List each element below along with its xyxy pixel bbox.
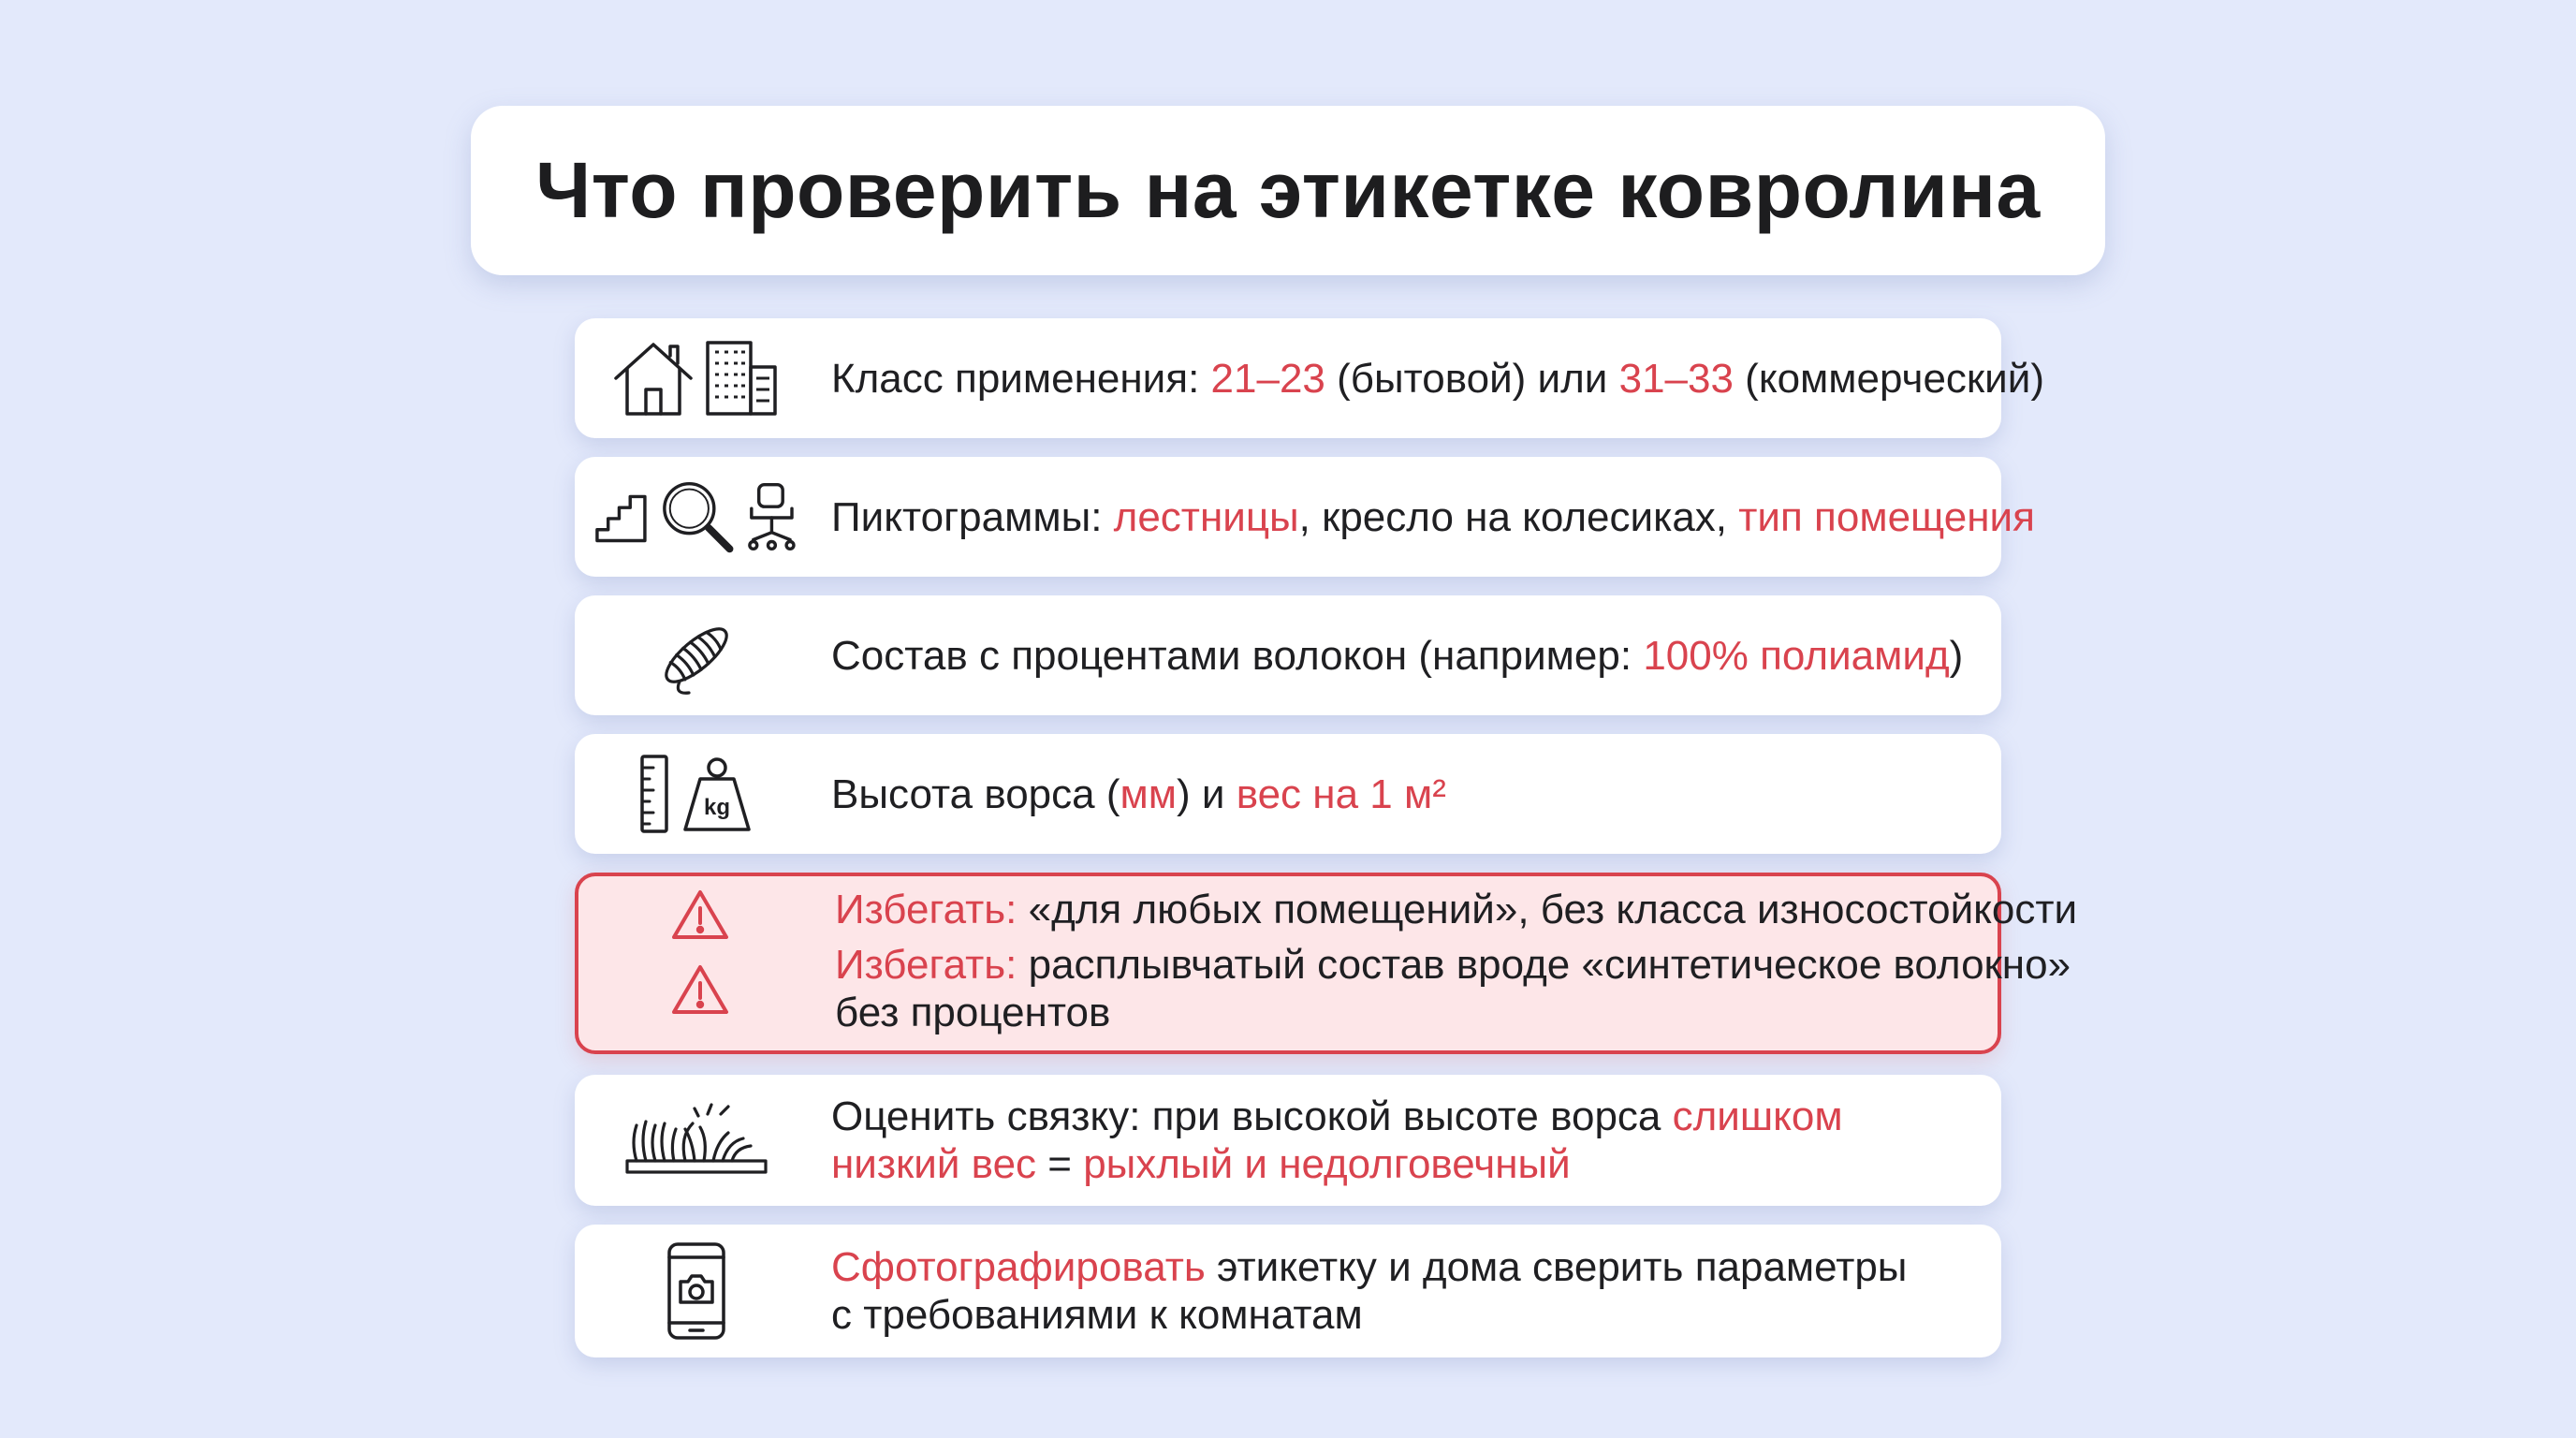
- text-segment: (бытовой) или: [1325, 355, 1619, 402]
- text-segment: Оценить связку: при высокой высоте ворса: [831, 1093, 1673, 1139]
- highlight-text: вес на 1 м²: [1236, 770, 1446, 817]
- warning-text: [835, 886, 2078, 1036]
- row-icons: [593, 318, 799, 438]
- highlight-text: лестницы: [1113, 493, 1299, 540]
- row-line: [831, 1093, 1973, 1188]
- highlight-text: рыхлый и недолговечный: [1083, 1141, 1571, 1187]
- text-segment: этикетку и дома сверить параметры: [1205, 1244, 1908, 1290]
- page-title: Что проверить на этикетке ковролина: [535, 146, 2041, 234]
- row-line: [831, 632, 1973, 680]
- warning-triangle-icon: [670, 962, 730, 1017]
- text-segment: Класс применения:: [831, 355, 1211, 402]
- row-pile-weight: [575, 734, 2001, 854]
- highlight-text: Сфотографировать: [831, 1244, 1206, 1290]
- text-segment: Высота ворса (: [831, 770, 1120, 817]
- row-text: [831, 595, 1973, 715]
- row-line: [831, 770, 1973, 818]
- row-icons: [593, 595, 799, 715]
- highlight-text: мм: [1120, 770, 1177, 817]
- row-usage-class: [575, 318, 2044, 438]
- row-text: [831, 734, 1973, 854]
- office-building-icon: [702, 339, 781, 418]
- row-text: [831, 318, 2044, 438]
- text-segment: =: [1036, 1141, 1084, 1187]
- text-segment: ): [1949, 632, 1964, 679]
- row-text: [831, 1225, 1973, 1357]
- row-icons: [593, 734, 799, 854]
- highlight-text: 31–33: [1618, 355, 1734, 402]
- office-chair-icon: [744, 480, 799, 553]
- highlight-text: низкий вес: [831, 1141, 1037, 1187]
- row-warning: [575, 873, 2078, 1054]
- text-segment: , кресло на колесиках,: [1298, 493, 1739, 540]
- warning-line: [835, 941, 2071, 1036]
- text-segment: без процентов: [835, 990, 1111, 1035]
- highlight-text: Избегать:: [835, 887, 1017, 932]
- highlight-text: тип помещения: [1738, 493, 2035, 540]
- highlight-text: 21–23: [1210, 355, 1325, 402]
- row-icons: [593, 1075, 799, 1206]
- text-segment: Пиктограммы:: [831, 493, 1114, 540]
- row-icons: [593, 457, 799, 577]
- warning-triangle-icon: [670, 888, 730, 942]
- kg-weight-icon: [680, 755, 754, 833]
- row-pictograms: [575, 457, 2035, 577]
- row-line: [831, 1243, 1973, 1339]
- text-segment: расплывчатый состав вроде «синтетическое волокно»: [1017, 942, 2071, 988]
- row-text: [831, 457, 2035, 577]
- row-photograph: [575, 1225, 2001, 1357]
- text-segment: Состав с процентами волокон (например:: [831, 632, 1644, 679]
- highlight-text: Избегать:: [835, 942, 1017, 988]
- yarn-skein-icon: [651, 610, 741, 700]
- smartphone-camera-icon: [666, 1240, 727, 1342]
- row-icons: [593, 1225, 799, 1357]
- row-composition: [575, 595, 2001, 715]
- text-segment: (коммерческий): [1733, 355, 2044, 402]
- ruler-icon: [638, 753, 672, 835]
- magnifier-icon: [658, 477, 737, 557]
- row-line: [831, 493, 2035, 541]
- highlight-text: 100% полиамид: [1643, 632, 1950, 679]
- stairs-icon: [593, 489, 651, 545]
- highlight-text: слишком: [1672, 1093, 1843, 1139]
- row-evaluate: [575, 1075, 2001, 1206]
- text-segment: с требованиями к комнатам: [831, 1292, 1363, 1338]
- house-icon: [612, 339, 695, 418]
- text-segment: ) и: [1177, 770, 1237, 817]
- row-line: [831, 355, 2044, 403]
- kg-label: kg: [703, 795, 731, 820]
- row-text: [831, 1075, 1973, 1206]
- warning-line: [835, 886, 2078, 933]
- text-segment: «для любых помещений», без класса износостойкости: [1017, 887, 2078, 932]
- carpet-pile-icon: [623, 1101, 769, 1180]
- warning-icons: [597, 888, 803, 1017]
- title-card: [471, 106, 2105, 275]
